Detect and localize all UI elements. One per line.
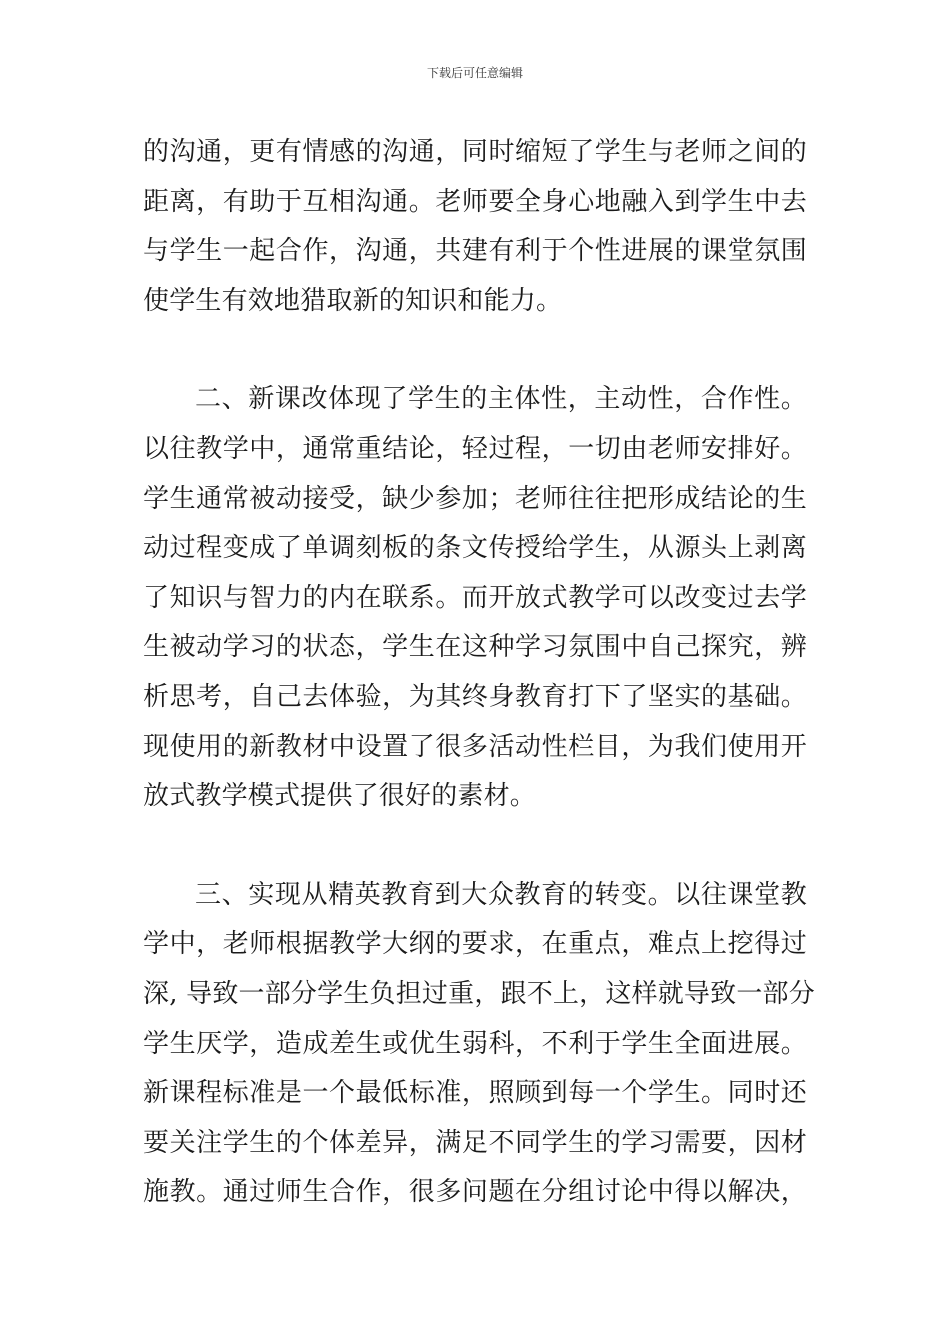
text-line: 以往教学中，通常重结论，轻过程，一切由老师安排好。 (143, 433, 807, 464)
text-line: 深, 导致一部分学生负担过重，跟不上，这样就导致一部分 (143, 978, 815, 1009)
text-line: 新课程标准是一个最低标准，照顾到每一个学生。同时还 (143, 1078, 807, 1109)
text-line: 了知识与智力的内在联系。而开放式教学可以改变过去学 (143, 582, 807, 613)
text-line: 的沟通，更有情感的沟通，同时缩短了学生与老师之间的 (143, 137, 807, 167)
paragraph-1 (143, 128, 807, 326)
text-line: 距离，有助于互相沟通。老师要全身心地融入到学生中去 (143, 186, 807, 217)
text-line: 学生通常被动接受，缺少参加；老师往往把形成结论的生 (143, 483, 807, 514)
paragraph-2 (143, 375, 807, 821)
text-line: 学生厌学，造成差生或优生弱科，不利于学生全面进展。 (143, 1028, 807, 1059)
text-line: 动过程变成了单调刻板的条文传授给学生，从源头上剥离 (143, 533, 807, 564)
text-line: 与学生一起合作，沟通，共建有利于个性进展的课堂氛围 (143, 236, 807, 267)
text-line: 放式教学模式提供了很好的素材。 (143, 781, 537, 812)
text-line: 要关注学生的个体差异，满足不同学生的学习需要，因材 (143, 1127, 807, 1158)
page-header: 下载后可任意编辑 (426, 66, 523, 80)
text-line: 学中，老师根据教学大纲的要求，在重点，难点上挖得过 (143, 929, 807, 960)
text-line: 三、实现从精英教育到大众教育的转变。以往课堂教 (195, 879, 807, 910)
text-line: 使学生有效地猎取新的知识和能力。 (143, 285, 563, 316)
text-line: 施教。通过师生合作，很多问题在分组讨论中得以解决， (143, 1177, 807, 1208)
text-line: 析思考，自己去体验，为其终身教育打下了坚实的基础。 (143, 681, 807, 712)
paragraph-3 (143, 871, 815, 1218)
text-line: 现使用的新教材中设置了很多活动性栏目，为我们使用开 (143, 731, 807, 762)
document-body (143, 128, 815, 1218)
text-line: 生被动学习的状态，学生在这种学习氛围中自己探究，辨 (143, 632, 807, 663)
text-line: 二、新课改体现了学生的主体性，主动性，合作性。 (195, 384, 807, 415)
